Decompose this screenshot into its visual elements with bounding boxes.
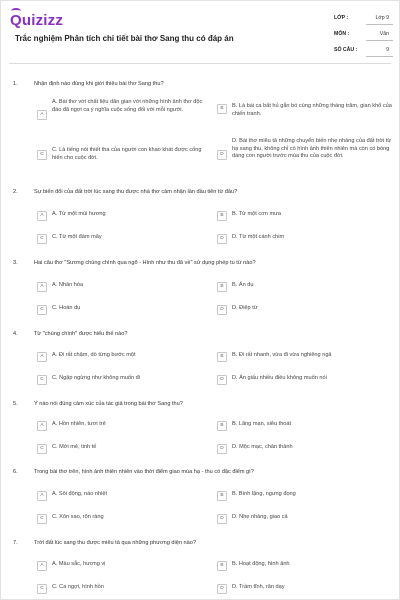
option-text: C. Hoán dụ: [52, 305, 81, 311]
option-text: C. Xôn xao, rộn ràng: [52, 514, 104, 520]
option-text: C. Từ một đám mây: [52, 234, 102, 240]
option-letter-badge: D: [217, 375, 227, 385]
option-letter-badge: D: [217, 150, 227, 160]
question-text: Trong bài thơ trên, hình ảnh thiên nhiên vào thời điểm giao mùa hạ - thu có đặc điểm gì?: [34, 469, 254, 475]
question-text: Ý nào nói đúng cảm xúc của tác giả trong bài thơ Sang thu?: [34, 401, 183, 407]
option-letter-badge: C: [37, 150, 47, 160]
header: [1, 1, 399, 63]
question-text: Hai câu thơ "Sương chùng chình qua ngõ - Hình như thu đã về" sử dụng phép tu từ nào?: [34, 260, 256, 266]
option-text: C. Là tiếng nói thiết tha của người con khao khát được cống hiến cho cuộc đời.: [52, 147, 202, 161]
meta-underline: [366, 56, 393, 57]
meta-value: 9: [386, 47, 389, 53]
option-letter-badge: B: [217, 282, 227, 292]
question-number: 1.: [13, 81, 18, 87]
option-letter-badge: B: [217, 352, 227, 362]
header-divider: [9, 63, 391, 64]
option-text: D. Mộc mạc, chân thành: [232, 444, 293, 450]
meta-count: [329, 45, 393, 58]
option-text: D. Bài thơ miêu tả những chuyển biến nhẹ nhàng của đất trời từ hạ sang thu, không chỉ có hình ảnh thiên nhiên mà còn có bóng dáng con người trước mùa thu của cuộc đời.: [232, 138, 392, 160]
question-number: 2.: [13, 189, 18, 195]
question-text: Sự biến đổi của đất trời lúc sang thu được nhà thơ cảm nhận lần đầu tiên từ đâu?: [34, 189, 238, 195]
meta-box: [329, 13, 393, 59]
meta-underline: [366, 40, 393, 41]
logo-text: Quizizz: [10, 12, 64, 29]
option-letter-badge: B: [217, 561, 227, 571]
meta-underline: [366, 24, 393, 25]
option-text: A. Nhân hóa: [52, 282, 84, 288]
option-text: C. Ngập ngừng như không muốn đi: [52, 375, 141, 381]
option-text: C. Ca ngợi, hình hồn: [52, 584, 104, 590]
question-number: 4.: [13, 331, 18, 337]
option-text: B. Đi rất nhanh, vừa đi vừa nghiêng ngả: [232, 352, 332, 358]
option-letter-badge: C: [37, 584, 47, 594]
option-text: B. Ẩn dụ: [232, 282, 254, 288]
question-number: 3.: [13, 260, 18, 266]
question-text: Nhận định nào đúng khi giới thiệu bài thơ Sang thu?: [34, 81, 164, 87]
meta-key: LỚP :: [334, 15, 349, 21]
question-text: Từ "chùng chình" được hiểu thế nào?: [34, 331, 128, 337]
option-text: A. Bài thơ với chất liệu dân gian với những hình ảnh thơ độc đáo đã ngợi ca ý nghĩa cuộc sống đối với mỗi người.: [52, 99, 203, 113]
option-letter-badge: A: [37, 211, 47, 221]
option-text: D. Trầm tĩnh, rân dạy: [232, 584, 285, 590]
option-letter-badge: D: [217, 584, 227, 594]
question-number: 7.: [13, 540, 18, 546]
option-letter-badge: A: [37, 421, 47, 431]
option-text: A. Màu sắc, hương vị: [52, 561, 106, 567]
option-text: D. Từ một cánh chim: [232, 234, 285, 240]
option-text: B. Hoạt động, hình ảnh: [232, 561, 290, 567]
meta-subject: [329, 29, 393, 42]
option-letter-badge: D: [217, 305, 227, 315]
option-letter-badge: A: [37, 110, 47, 120]
option-letter-badge: B: [217, 491, 227, 501]
option-letter-badge: C: [37, 234, 47, 244]
option-letter-badge: D: [217, 234, 227, 244]
option-text: B. Lãng mạn, siêu thoát: [232, 421, 292, 427]
option-letter-badge: A: [37, 352, 47, 362]
option-letter-badge: C: [37, 375, 47, 385]
option-letter-badge: D: [217, 514, 227, 524]
question-text: Trời đất lúc sang thu được miêu tả qua những phương diện nào?: [34, 540, 196, 546]
option-letter-badge: B: [217, 211, 227, 221]
option-text: A. Hồn nhiên, tươi trẻ: [52, 421, 106, 427]
meta-class: [329, 13, 393, 26]
option-letter-badge: A: [37, 561, 47, 571]
question-number: 5.: [13, 401, 18, 407]
option-letter-badge: B: [217, 421, 227, 431]
option-text: B. Từ một cơn mưa: [232, 211, 281, 217]
option-letter-badge: A: [37, 491, 47, 501]
option-text: D. Điệp từ: [232, 305, 258, 311]
option-letter-badge: D: [217, 444, 227, 454]
option-text: A. Sôi động, náo nhiệt: [52, 491, 108, 497]
option-text: C. Mới mẻ, tinh tế: [52, 444, 97, 450]
page-title: Trắc nghiệm Phân tích chi tiết bài thơ Sang thu có đáp án: [15, 34, 234, 43]
quizizz-logo: [10, 12, 63, 29]
logo-swoosh-icon: [11, 8, 21, 14]
option-text: B. Bình lặng, ngưng đọng: [232, 491, 296, 497]
meta-value: Lớp 9: [375, 15, 389, 21]
question-number: 6.: [13, 469, 18, 475]
option-text: A. Đi rất chậm, dò từng bước một: [52, 352, 136, 358]
option-text: B. Là bài ca bất hủ gắn bó cùng những tháng trăm, gian khổ của chiến tranh.: [232, 103, 392, 117]
option-letter-badge: C: [37, 514, 47, 524]
option-letter-badge: A: [37, 282, 47, 292]
meta-key: MÔN :: [334, 31, 350, 37]
option-text: D. Ẩn giấu nhiều điều không muốn nói: [232, 375, 327, 381]
option-text: D. Nhẹ nhàng, giao cả: [232, 514, 288, 520]
option-text: A. Từ một mùi hương: [52, 211, 106, 217]
option-letter-badge: B: [217, 104, 227, 114]
meta-value: Văn: [379, 31, 389, 37]
meta-key: SỐ CÂU :: [334, 47, 358, 53]
option-letter-badge: C: [37, 305, 47, 315]
option-letter-badge: C: [37, 444, 47, 454]
